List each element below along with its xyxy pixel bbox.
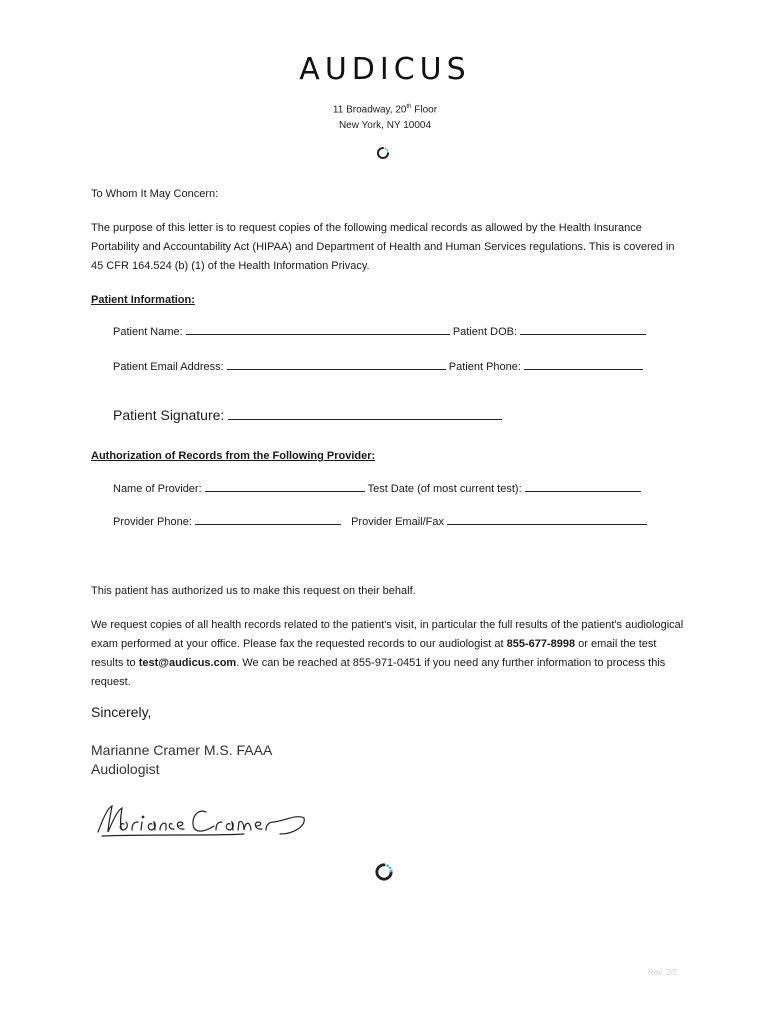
provider-name-row	[113, 482, 641, 495]
address-line-1: 11 Broadway, 20th Floor	[332, 104, 438, 116]
authorization-statement: This patient has authorized us to make this request on their behalf.	[91, 585, 416, 597]
provider-name-field[interactable]	[205, 482, 365, 492]
patient-section-title: Patient Information:	[91, 294, 195, 306]
closing: Sincerely,	[91, 704, 152, 720]
patient-dob-label: Patient DOB:	[452, 326, 518, 338]
patient-dob-field[interactable]	[520, 325, 646, 335]
patient-name-field[interactable]	[186, 325, 450, 335]
test-date-field[interactable]	[525, 482, 641, 492]
handwritten-signature	[94, 796, 310, 842]
patient-signature-row	[113, 406, 502, 423]
patient-phone-field[interactable]	[524, 360, 643, 370]
provider-email-label: Provider Email/Fax	[351, 516, 444, 528]
provider-name-label: Name of Provider:	[113, 483, 202, 495]
audicus-logo: AUDICUS	[299, 52, 471, 87]
provider-phone-field[interactable]	[195, 515, 341, 525]
signer-name: Marianne Cramer M.S. FAAA	[91, 742, 273, 758]
revision-label: Rev. 2/2	[648, 968, 678, 977]
purpose-paragraph: The purpose of this letter is to request copies of the following medical records as allowed by the Health Insurance Portability and Accountability Act (HIPAA) and Department of Health and Human Services regulations. This is covered in 45 CFR 164.524 (b) (1) of the Health Information Privacy.	[91, 222, 675, 272]
fax-number: 855-677-8998	[506, 638, 576, 650]
svg-text:Marianne Cramer: Marianne Cramer	[94, 796, 102, 797]
provider-email-field[interactable]	[447, 515, 647, 525]
patient-name-label: Patient Name:	[113, 326, 183, 338]
provider-phone-label: Provider Phone:	[113, 516, 192, 528]
provider-phone-row	[113, 515, 647, 528]
provider-section-title: Authorization of Records from the Following Provider:	[91, 450, 376, 462]
patient-name-row	[113, 325, 646, 338]
salutation: To Whom It May Concern:	[91, 188, 219, 200]
patient-email-label: Patient Email Address:	[113, 361, 224, 373]
address-line-2: New York, NY 10004	[338, 120, 432, 131]
request-paragraph: We request copies of all health records related to the patient's visit, in particular the full results of the patient's audiological exam performed at your office. Please fax the requested records to our audiologist at 855-677-8998 or email the test results to test@audicus.com. We can be reached at 855-971-0451 if you need any further information to process this request.	[91, 619, 684, 688]
loading-spinner-icon-bottom	[374, 862, 394, 882]
patient-phone-label: Patient Phone:	[448, 361, 521, 373]
patient-signature-label: Patient Signature:	[113, 407, 225, 423]
loading-spinner-icon	[376, 146, 390, 160]
patient-signature-field[interactable]	[228, 406, 502, 420]
contact-email: test@audicus.com	[138, 657, 237, 669]
test-date-label: Test Date (of most current test):	[367, 483, 522, 495]
patient-email-row	[113, 360, 643, 373]
signer-title: Audiologist	[91, 761, 160, 777]
patient-email-field[interactable]	[227, 360, 446, 370]
